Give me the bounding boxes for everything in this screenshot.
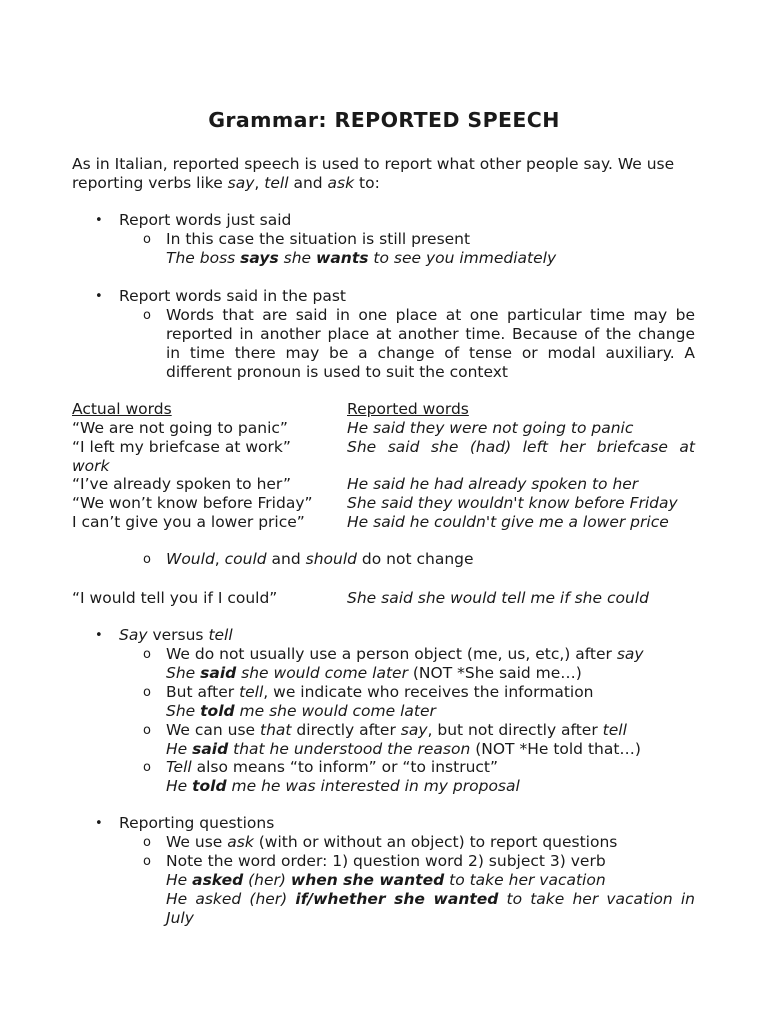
modal-rest: do not change — [357, 550, 474, 568]
reported-cell: She said they wouldn't know before Friday — [347, 494, 678, 512]
ex-bold-told: told — [200, 702, 235, 720]
that-rule-3-example — [166, 740, 641, 759]
say-rule-1-example — [166, 664, 582, 683]
reporting-questions-heading: Reporting questions — [119, 814, 275, 832]
modal-sep: , — [214, 550, 225, 568]
tell-rule-2-example — [166, 702, 436, 721]
header-actual-words: Actual words — [72, 400, 172, 418]
page-title: Grammar: REPORTED SPEECH — [208, 108, 560, 132]
rule-text: We can use — [166, 721, 261, 739]
actual-cell: “I’ve already spoken to her” — [72, 475, 291, 493]
heading-say: Say — [119, 626, 148, 644]
sub-bullet-icon: o — [143, 723, 151, 738]
modal-would: Would — [166, 550, 215, 568]
intro-ask: ask — [327, 174, 355, 192]
heading-versus: versus — [147, 626, 209, 644]
ex-part: she — [278, 249, 316, 267]
ex-text: to take her vacation — [444, 871, 606, 889]
bullet-icon: • — [95, 628, 103, 643]
header-reported-words: Reported words — [347, 400, 469, 418]
ex-bold-when: when she wanted — [290, 871, 445, 889]
past-para-line-2: reported in another place at another time. Because of the change — [166, 325, 695, 343]
say-rule-1 — [166, 645, 644, 664]
ex-bold-said: said — [200, 664, 237, 682]
modal-could: could — [224, 550, 267, 568]
past-para-line-3: in time there may be a change of tense or modal auxiliary. A — [166, 344, 695, 362]
sub-bullet-icon: o — [143, 232, 151, 247]
past-para-line-1: Words that are said in one place at one particular time may be — [166, 306, 695, 324]
rule-text: (with or without an object) to report questions — [253, 833, 618, 851]
say-versus-tell-heading — [119, 626, 233, 645]
modal-note — [166, 550, 474, 569]
intro-line-1: As in Italian, reported speech is used to report what other people say. We use — [72, 155, 675, 173]
ex-text: (her) — [243, 871, 291, 889]
rule-ask: ask — [227, 833, 254, 851]
modal-example-reported: She said she would tell me if she could — [347, 589, 649, 607]
rule-text: directly after — [291, 721, 401, 739]
actual-cell-continued: work — [72, 457, 110, 475]
rule-that: that — [260, 721, 292, 739]
ex-text: She — [166, 664, 201, 682]
question-rule-2: Note the word order: 1) question word 2) subject 3) verb — [166, 852, 606, 870]
tell-rule-4 — [166, 758, 498, 777]
ex-text: me he was interested in my proposal — [226, 777, 520, 795]
rule-tell: tell — [239, 683, 264, 701]
reported-cell: He said they were not going to panic — [347, 419, 634, 437]
modal-should: should — [305, 550, 357, 568]
ex-text: She — [166, 702, 201, 720]
intro-text: reporting verbs like — [72, 174, 228, 192]
actual-cell: “We are not going to panic” — [72, 419, 288, 437]
rule-text: But after — [166, 683, 240, 701]
sub-bullet-icon: o — [143, 552, 151, 567]
question-rule-1 — [166, 833, 617, 852]
ex-bold-said: said — [192, 740, 229, 758]
ex-text: me she would come later — [234, 702, 436, 720]
sub-bullet-icon: o — [143, 647, 151, 662]
example-boss-says — [166, 249, 556, 268]
bullet-icon: • — [95, 213, 103, 228]
ex-text: that he understood the reason — [228, 740, 471, 758]
ex-bold-told: told — [192, 777, 227, 795]
intro-line-2 — [72, 174, 380, 193]
rule-tell: Tell — [166, 758, 192, 776]
ex-text: she would come later — [236, 664, 408, 682]
question-example-2 — [166, 890, 695, 909]
ex-note: (NOT *He told that…) — [470, 740, 641, 758]
actual-cell: I can’t give you a lower price” — [72, 513, 305, 531]
ex-text: He — [166, 777, 193, 795]
intro-comma: , — [254, 174, 265, 192]
reported-cell: He said he couldn't give me a lower price — [347, 513, 669, 531]
rule-text: , we indicate who receives the information — [263, 683, 594, 701]
sub-item-situation-present: In this case the situation is still present — [166, 230, 471, 248]
reported-cell: She said she (had) left her briefcase at — [347, 438, 695, 456]
heading-tell: tell — [208, 626, 233, 644]
bullet-report-just-said: Report words just said — [119, 211, 292, 229]
rule-text: also means “to inform” or “to instruct” — [191, 758, 499, 776]
rule-text: , but not directly after — [427, 721, 603, 739]
ex-text: He asked (her) — [166, 890, 296, 908]
rule-text: We use — [166, 833, 228, 851]
actual-cell: “We won’t know before Friday” — [72, 494, 313, 512]
ex-part: to see you immediately — [368, 249, 557, 267]
modal-and: and — [266, 550, 306, 568]
sub-bullet-icon: o — [143, 760, 151, 775]
ex-bold-asked: asked — [192, 871, 244, 889]
reported-cell: He said he had already spoken to her — [347, 475, 639, 493]
ex-part: The boss — [166, 249, 241, 267]
ex-bold-wants: wants — [316, 249, 369, 267]
sub-bullet-icon: o — [143, 685, 151, 700]
tell-rule-2 — [166, 683, 594, 702]
ex-bold-says: says — [240, 249, 279, 267]
past-para-line-4: different pronoun is used to suit the context — [166, 363, 508, 381]
rule-say: say — [400, 721, 428, 739]
tell-rule-4-example — [166, 777, 520, 796]
bullet-icon: • — [95, 816, 103, 831]
ex-note: (NOT *She said me…) — [407, 664, 582, 682]
ex-text: to take her vacation in — [498, 890, 695, 908]
intro-tell: tell — [264, 174, 289, 192]
sub-bullet-icon: o — [143, 835, 151, 850]
sub-bullet-icon: o — [143, 308, 151, 323]
rule-tell: tell — [602, 721, 627, 739]
sub-bullet-icon: o — [143, 854, 151, 869]
question-example-1 — [166, 871, 606, 890]
intro-say: say — [227, 174, 255, 192]
that-rule-3 — [166, 721, 627, 740]
bullet-report-past: Report words said in the past — [119, 287, 346, 305]
ex-text: He — [166, 871, 193, 889]
rule-text: We do not usually use a person object (me, us, etc,) after — [166, 645, 617, 663]
modal-example-actual: “I would tell you if I could” — [72, 589, 278, 607]
intro-and: and — [288, 174, 328, 192]
actual-cell: “I left my briefcase at work” — [72, 438, 291, 456]
rule-say: say — [616, 645, 644, 663]
ex-text: He — [166, 740, 193, 758]
question-example-2-continued: July — [166, 909, 194, 927]
ex-bold-if-whether: if/whether she wanted — [295, 890, 499, 908]
intro-to: to: — [354, 174, 380, 192]
bullet-icon: • — [95, 289, 103, 304]
